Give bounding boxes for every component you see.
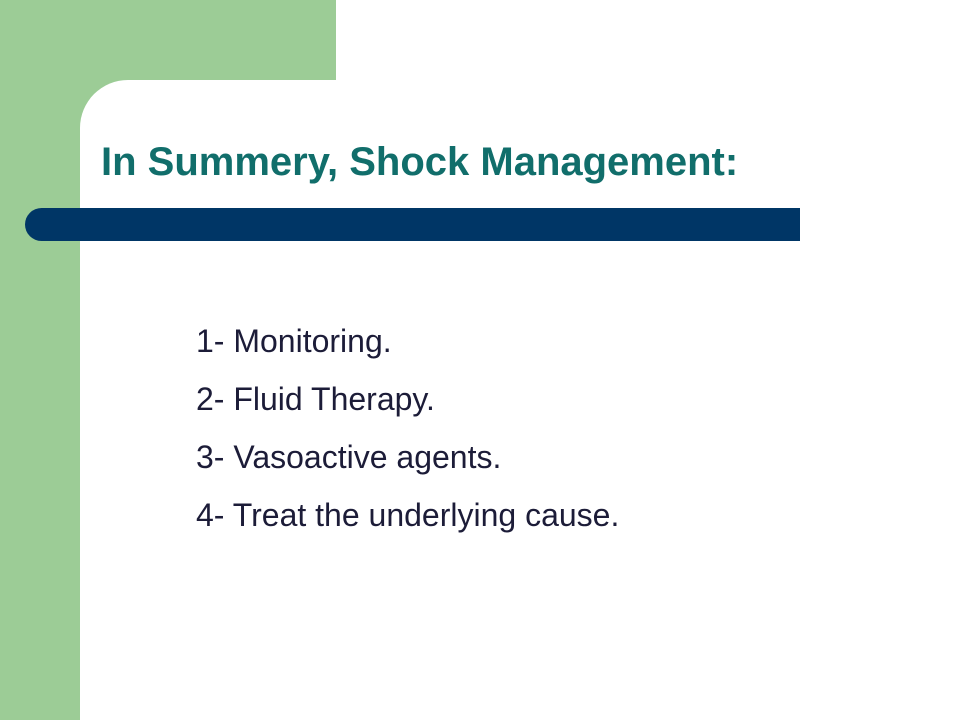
management-list <box>196 312 619 544</box>
list-item-vasoactive-agents: 3- Vasoactive agents. <box>196 439 502 475</box>
list-item-monitoring: 1- Monitoring. <box>196 323 392 359</box>
list-item-fluid-therapy: 2- Fluid Therapy. <box>196 381 435 417</box>
slide-title: In Summery, Shock Management: <box>101 140 739 184</box>
title-underline-bar <box>25 208 800 241</box>
list-item-underlying-cause: 4- Treat the underlying cause. <box>196 497 620 533</box>
